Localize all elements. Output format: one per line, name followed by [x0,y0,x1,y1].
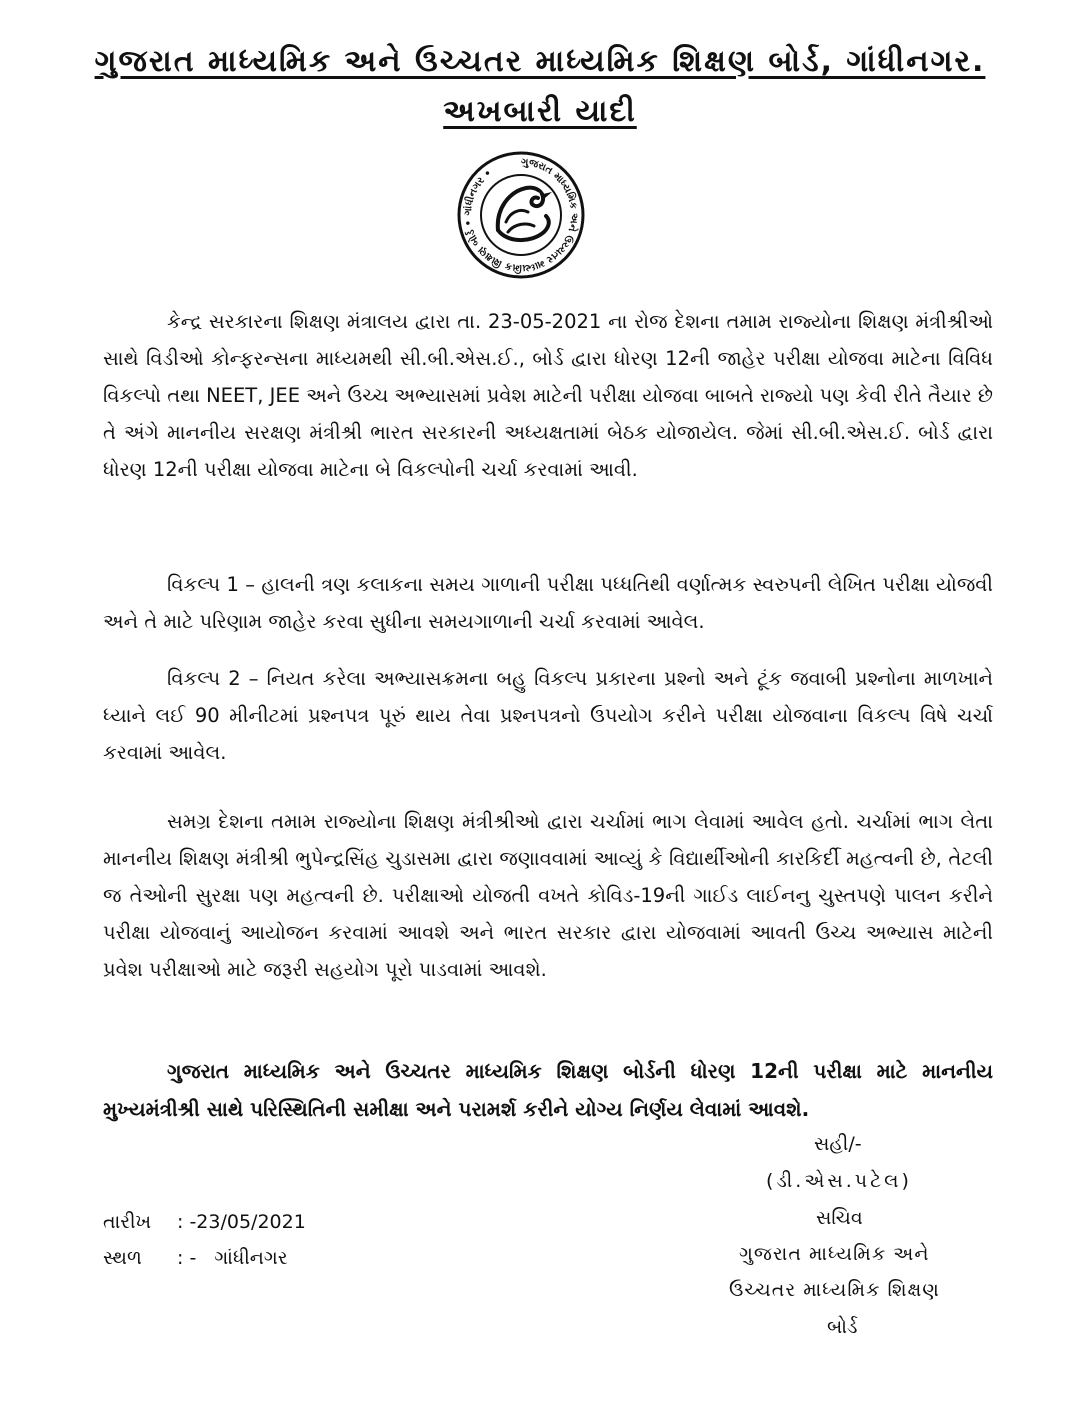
date-value: 23/05/2021 [196,1211,306,1233]
board-seal-icon [446,150,596,280]
signatory-org-line-1: ગુજરાત માધ્યમિક અને [739,1243,930,1265]
place-separator: : - [177,1247,197,1269]
paragraph-discussion: સમગ્ર દેશના તમામ રાજ્યોના શિક્ષણ મંત્રીશ્રીઓ દ્વારા ચર્ચામાં ભાગ લેવામાં આવેલ હતો. ચર્ચામાં ભાગ લેતા માનનીય શિક્ષણ મંત્રીશ્રી ભુપેન્દ્રસિંહ ચુડાસમા દ્વારા જણાવવામાં આવ્યું કે વિદ્યાર્થીઓની કારકિર્દી મહત્વની છે, તેટલી જ તેઓની સુરક્ષા પણ મહત્વની છે. પરીક્ષાઓ યોજતી વખતે કોવિડ-19ની ગાઈડ લાઈનનુ ચુસ્તપણે પાલન કરીને પરીક્ષા યોજવાનું આયોજન કરવામાં આવશે અને ભારત સરકાર દ્વારા યોજવામાં આવતી ઉચ્ચ અભ્યાસ માટેની પ્રવેશ પરીક્ષાઓ માટે જરૂરી સહયોગ પૂરો પાડવામાં આવશે. [103,810,993,981]
place-line [103,1247,288,1269]
signed-mark: સહી/- [814,1133,862,1155]
date-line [103,1211,306,1233]
signatory-name: (ડી.એસ.પટેલ) [766,1170,912,1192]
date-label: તારીખ [103,1211,152,1233]
paragraph-option-2: વિકલ્પ 2 – નિયત કરેલા અભ્યાસક્રમના બહુ વિકલ્પ પ્રકારના પ્રશ્નો અને ટૂંક જવાબી પ્રશ્નોના માળખાને ધ્યાને લઈ 90 મીનીટમાં પ્રશ્નપત્ર પૂરું થાય તેવા પ્રશ્નપત્રનો ઉપયોગ કરીને પરીક્ષા યોજવાના વિકલ્પ વિષે ચર્ચા કરવામાં આવેલ. [103,667,993,764]
signatory-org-line-2: ઉચ્ચતર માધ્યમિક શિક્ષણ [729,1279,940,1301]
signatory-designation: સચિવ [816,1207,863,1229]
date-separator: : - [177,1211,197,1233]
place-label: સ્થળ [103,1247,142,1269]
conclusion-statement: ગુજરાત માધ્યમિક અને ઉચ્ચતર માધ્યમિક શિક્ષણ બોર્ડની ધોરણ 12ની પરીક્ષા માટે માનનીય મુખ્યમંત્રીશ્રી સાથે પરિસ્થિતિની સમીક્ષા અને પરામર્શ કરીને યોગ્ય નિર્ણય લેવામાં આવશે. [103,1059,993,1121]
press-release-title: અખબારી યાદી [443,94,637,129]
signatory-org-line-3: બોર્ડ [827,1316,858,1338]
paragraph-1: કેન્દ્ર સરકારના શિક્ષણ મંત્રાલય દ્વારા તા. 23-05-2021 ના રોજ દેશના તમામ રાજ્યોના શિક્ષણ મંત્રીશ્રીઓ સાથે વિડીઓ કોન્ફરન્સના માધ્યમથી સી.બી.એસ.ઈ., બોર્ડ દ્વારા ધોરણ 12ની જાહેર પરીક્ષા યોજવા માટેના વિવિધ વિકલ્પો તથા NEET, JEE અને ઉચ્ચ અભ્યાસમાં પ્રવેશ માટેની પરીક્ષા યોજવા બાબતે રાજ્યો પણ કેવી રીતે તૈયાર છે તે અંગે માનનીય સરક્ષણ મંત્રીશ્રી ભારત સરકારની અધ્યક્ષતામાં બેઠક યોજાયેલ. જેમાં સી.બી.એસ.ઈ. બોર્ડ દ્વારા ધોરણ 12ની પરીક્ષા યોજવા માટેના બે વિકલ્પોની ચર્ચા કરવામાં આવી. [103,310,993,481]
seal-ring-text: ગુજરાત માધ્યમિક અને ઉચ્ચતર માધ્યમિક શિક્ષણ બોર્ડ • ગાંધીનગર • [462,156,580,274]
place-value: ગાંધીનગર [214,1247,288,1269]
board-title: ગુજરાત માધ્યમિક અને ઉચ્ચતર માધ્યમિક શિક્ષણ બોર્ડ, ગાંધીનગર. [94,44,986,79]
paragraph-option-1: વિકલ્પ 1 – હાલની ત્રણ કલાકના સમય ગાળાની પરીક્ષા પધ્ધતિથી વર્ણાત્મક સ્વરુપની લેખિત પરીક્ષા યોજવી અને તે માટે પરિણામ જાહેર કરવા સુધીના સમયગાળાની ચર્ચા કરવામાં આવેલ. [103,573,993,633]
